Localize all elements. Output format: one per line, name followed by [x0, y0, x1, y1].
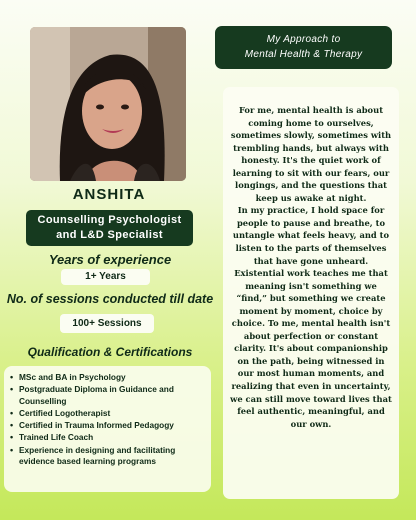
- qualifications-card: [4, 366, 211, 492]
- list-item: • Postgraduate Diploma in Guidance and Counselling: [8, 384, 207, 407]
- qualifications-label: Qualification & Certifications: [27, 345, 193, 359]
- list-item: • Trained Life Coach: [8, 432, 207, 443]
- role-line-2: and L&D Specialist: [56, 229, 163, 241]
- list-item: • Certified Logotherapist: [8, 408, 207, 419]
- role-badge: [26, 210, 193, 246]
- list-item: • Certified in Trauma Informed Pedagogy: [8, 420, 207, 431]
- list-item: • Experience in designing and facilitating evidence based learning programs: [8, 445, 207, 468]
- approach-paragraph-1: For me, mental health is about coming home to ourselves, sometimes slowly, sometimes with trembling hands, but always with honesty. It's the quiet work of learning to sit with our fears, our longings, and the questions that keep us awake at night.: [230, 105, 392, 203]
- list-item: • MSc and BA in Psychology: [8, 372, 207, 383]
- approach-title-box: [215, 26, 392, 69]
- profile-photo: [30, 27, 186, 181]
- role-line-1: Counselling Psychologist: [37, 214, 182, 226]
- approach-paragraph-2: In my practice, I hold space for people to pause and breathe, to untangle what feels heavy, and to listen to the parts of themselves that have gone unheard. Existential work teaches me that meaning isn't something we “find,” but something we create moment by moment, choice by choice. To me, mental health isn't about perfection or constant clarity. It's about companionship on the path, being witnessed in our most human moments, and realizing that even in uncertainty, we can still move toward lives that feel authentic, meaningful, and our own.: [230, 205, 392, 429]
- approach-title-line-2: Mental Health & Therapy: [244, 49, 363, 60]
- profile-name: ANSHITA: [72, 186, 146, 203]
- experience-label: Years of experience: [48, 252, 172, 267]
- sessions-label: No. of sessions conducted till date: [6, 292, 214, 306]
- qualifications-list: [8, 372, 207, 467]
- sessions-value: 100+ Sessions: [60, 314, 154, 333]
- experience-value: 1+ Years: [61, 269, 150, 285]
- approach-title-line-1: My Approach to: [266, 34, 341, 45]
- approach-text-card: [223, 87, 399, 499]
